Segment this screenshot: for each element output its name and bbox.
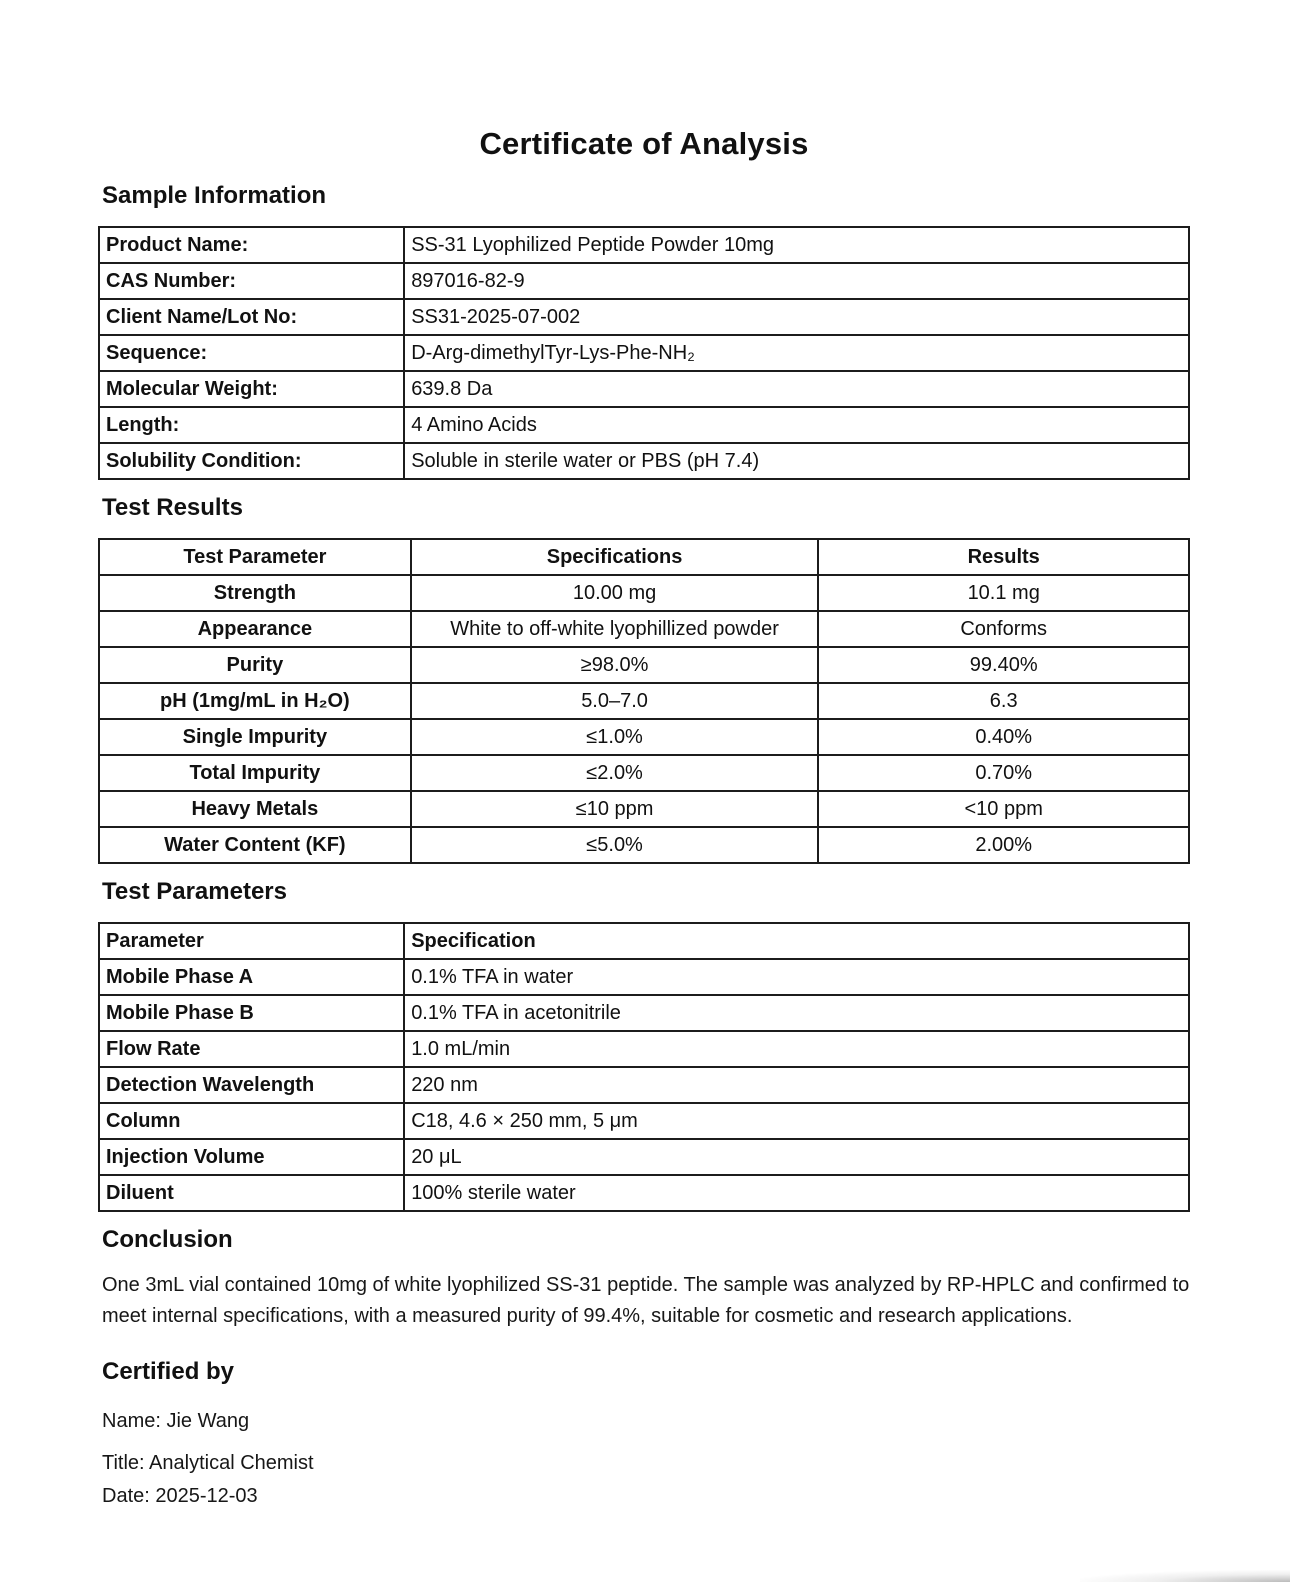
table-row (99, 1103, 1189, 1139)
table-row (99, 407, 1189, 443)
row-label: Flow Rate (99, 1031, 404, 1067)
cell-specification: ≤1.0% (411, 719, 819, 755)
page-corner-shadow (1080, 1570, 1290, 1582)
cell-parameter: Single Impurity (99, 719, 411, 755)
row-label: Solubility Condition: (99, 443, 404, 479)
row-value: SS-31 Lyophilized Peptide Powder 10mg (404, 227, 1189, 263)
row-label: Sequence: (99, 335, 404, 371)
table-row (99, 263, 1189, 299)
row-label: Column (99, 1103, 404, 1139)
row-label: Client Name/Lot No: (99, 299, 404, 335)
row-value: 4 Amino Acids (404, 407, 1189, 443)
cell-result: <10 ppm (818, 791, 1189, 827)
table-row (99, 1175, 1189, 1211)
table-row (99, 791, 1189, 827)
row-label: Diluent (99, 1175, 404, 1211)
certification-date: Date: 2025-12-03 (102, 1485, 258, 1507)
sample-information-table (98, 226, 1190, 480)
test-parameters-heading: Test Parameters (102, 878, 287, 905)
column-header-results: Results (818, 539, 1189, 575)
column-header-test-parameter: Test Parameter (99, 539, 411, 575)
table-row (99, 683, 1189, 719)
column-header-specification: Specification (404, 923, 1189, 959)
row-value: 20 μL (404, 1139, 1189, 1175)
table-row (99, 755, 1189, 791)
sample-information-heading: Sample Information (102, 182, 327, 209)
cell-parameter: Purity (99, 647, 411, 683)
table-row (99, 959, 1189, 995)
table-row (99, 647, 1189, 683)
cell-parameter: Water Content (KF) (99, 827, 411, 863)
row-value: 220 nm (404, 1067, 1189, 1103)
conclusion-heading: Conclusion (102, 1226, 233, 1253)
column-header-specifications: Specifications (411, 539, 819, 575)
row-label: Injection Volume (99, 1139, 404, 1175)
test-parameters-table (98, 922, 1190, 1212)
cell-parameter: Appearance (99, 611, 411, 647)
conclusion-text: One 3mL vial contained 10mg of white lyophilized SS-31 peptide. The sample was analyzed by RP-HPLC and confirmed to meet internal specifications, with a measured purity of 99.4%, suitable for cosmetic and research applications. (102, 1274, 1190, 1327)
cell-parameter: Heavy Metals (99, 791, 411, 827)
row-label: Molecular Weight: (99, 371, 404, 407)
document-title: Certificate of Analysis (479, 126, 809, 161)
table-row (99, 611, 1189, 647)
cell-parameter: Strength (99, 575, 411, 611)
row-label: Product Name: (99, 227, 404, 263)
table-row (99, 1067, 1189, 1103)
row-label: Mobile Phase B (99, 995, 404, 1031)
row-value: D-Arg-dimethylTyr-Lys-Phe-NH₂ (404, 335, 1189, 371)
row-label: Detection Wavelength (99, 1067, 404, 1103)
certifier-title: Title: Analytical Chemist (102, 1452, 314, 1474)
cell-specification: White to off-white lyophillized powder (411, 611, 819, 647)
cell-specification: 5.0–7.0 (411, 683, 819, 719)
column-header-parameter: Parameter (99, 923, 404, 959)
certified-by-heading: Certified by (102, 1358, 235, 1385)
cell-parameter: pH (1mg/mL in H₂O) (99, 683, 411, 719)
row-label: CAS Number: (99, 263, 404, 299)
cell-specification: ≤2.0% (411, 755, 819, 791)
test-results-heading: Test Results (102, 494, 243, 521)
test-results-table (98, 538, 1190, 864)
table-row (99, 1139, 1189, 1175)
cell-result: 0.40% (818, 719, 1189, 755)
row-value: 897016-82-9 (404, 263, 1189, 299)
cell-result: 2.00% (818, 827, 1189, 863)
table-header-row (99, 923, 1189, 959)
cell-specification: ≤10 ppm (411, 791, 819, 827)
row-value: C18, 4.6 × 250 mm, 5 μm (404, 1103, 1189, 1139)
table-header-row (99, 539, 1189, 575)
certifier-name: Name: Jie Wang (102, 1410, 250, 1432)
table-row (99, 335, 1189, 371)
table-row (99, 299, 1189, 335)
cell-specification: ≤5.0% (411, 827, 819, 863)
row-value: 639.8 Da (404, 371, 1189, 407)
row-value: 0.1% TFA in water (404, 959, 1189, 995)
cell-specification: ≥98.0% (411, 647, 819, 683)
row-label: Length: (99, 407, 404, 443)
row-label: Mobile Phase A (99, 959, 404, 995)
row-value: Soluble in sterile water or PBS (pH 7.4) (404, 443, 1189, 479)
table-row (99, 227, 1189, 263)
row-value: 0.1% TFA in acetonitrile (404, 995, 1189, 1031)
row-value: SS31-2025-07-002 (404, 299, 1189, 335)
table-row (99, 719, 1189, 755)
table-row (99, 827, 1189, 863)
cell-parameter: Total Impurity (99, 755, 411, 791)
table-row (99, 371, 1189, 407)
cell-result: 99.40% (818, 647, 1189, 683)
cell-result: 0.70% (818, 755, 1189, 791)
cell-result: 10.1 mg (818, 575, 1189, 611)
table-row (99, 995, 1189, 1031)
table-row (99, 1031, 1189, 1067)
row-value: 1.0 mL/min (404, 1031, 1189, 1067)
cell-result: 6.3 (818, 683, 1189, 719)
cell-specification: 10.00 mg (411, 575, 819, 611)
table-row (99, 575, 1189, 611)
table-row (99, 443, 1189, 479)
cell-result: Conforms (818, 611, 1189, 647)
row-value: 100% sterile water (404, 1175, 1189, 1211)
